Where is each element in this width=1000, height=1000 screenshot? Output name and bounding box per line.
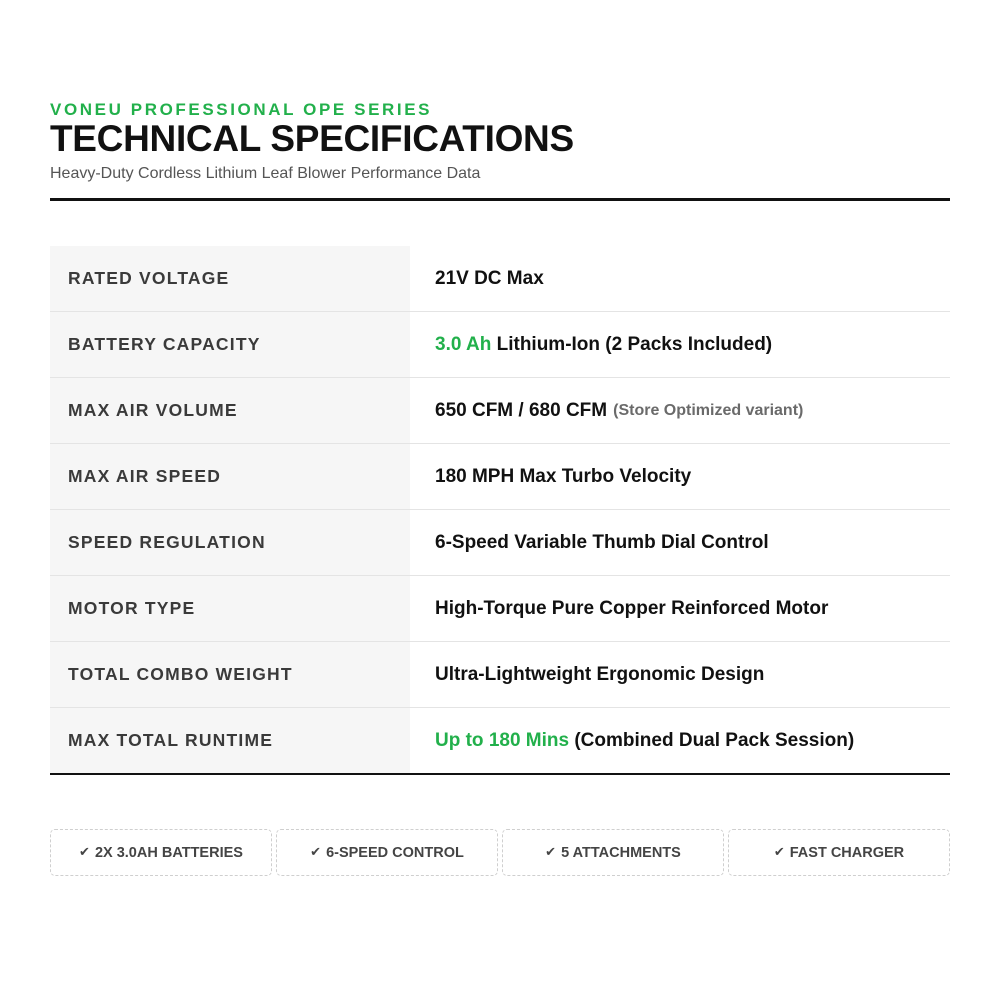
badge-attachments <box>502 829 724 876</box>
spec-value <box>410 576 950 641</box>
spec-label: RATED VOLTAGE <box>50 246 410 311</box>
spec-value-text: 6-Speed Variable Thumb Dial Control <box>435 531 769 553</box>
spec-value <box>410 378 950 443</box>
spec-value <box>410 708 950 773</box>
spec-value-text: 180 MPH Max Turbo Velocity <box>435 465 692 487</box>
checkmark-icon: ✔ <box>773 845 785 860</box>
spec-value-highlight: Up to 180 Mins <box>435 729 570 751</box>
page-title: TECHNICAL SPECIFICATIONS <box>50 118 574 159</box>
badge-label: 6-SPEED CONTROL <box>326 844 464 861</box>
spec-table <box>50 246 950 775</box>
spec-label: MAX TOTAL RUNTIME <box>50 708 410 773</box>
spec-value-text: (Combined Dual Pack Session) <box>574 729 855 751</box>
page-subtitle: Heavy-Duty Cordless Lithium Leaf Blower Performance Data <box>50 165 481 182</box>
spec-row-speed-regulation <box>50 510 950 576</box>
spec-row-motor-type <box>50 576 950 642</box>
spec-value-text: 21V DC Max <box>435 267 544 289</box>
header-divider <box>50 198 950 201</box>
spec-label: MAX AIR VOLUME <box>50 378 410 443</box>
spec-row-max-total-runtime <box>50 708 950 773</box>
spec-row-max-air-speed <box>50 444 950 510</box>
spec-label: BATTERY CAPACITY <box>50 312 410 377</box>
spec-label: MOTOR TYPE <box>50 576 410 641</box>
spec-row-rated-voltage <box>50 246 950 312</box>
spec-label: SPEED REGULATION <box>50 510 410 575</box>
badge-label: FAST CHARGER <box>789 844 905 861</box>
checkmark-icon: ✔ <box>79 845 90 860</box>
spec-value <box>410 642 950 707</box>
spec-value-text: Ultra-Lightweight Ergonomic Design <box>435 663 765 685</box>
spec-row-max-air-volume <box>50 378 950 444</box>
badge-label: 2X 3.0AH BATTERIES <box>94 844 243 861</box>
checkmark-icon: ✔ <box>545 845 557 860</box>
spec-row-total-combo-weight <box>50 642 950 708</box>
spec-label: MAX AIR SPEED <box>50 444 410 509</box>
spec-value-text: Lithium-Ion (2 Packs Included) <box>496 333 773 355</box>
badge-label: 5 ATTACHMENTS <box>561 844 681 861</box>
spec-label: TOTAL COMBO WEIGHT <box>50 642 410 707</box>
spec-value-text: 650 CFM / 680 CFM <box>435 399 608 421</box>
checkmark-icon: ✔ <box>310 845 322 860</box>
spec-value <box>410 444 950 509</box>
badge-fast-charger <box>728 829 950 876</box>
feature-badges <box>50 829 950 876</box>
spec-value-note: (Store Optimized variant) <box>613 401 804 419</box>
badge-speed-control <box>276 829 498 876</box>
spec-value <box>410 246 950 311</box>
spec-value <box>410 312 950 377</box>
badge-batteries <box>50 829 272 876</box>
spec-value-text: High-Torque Pure Copper Reinforced Motor <box>435 597 829 619</box>
spec-value <box>410 510 950 575</box>
brand-line: VONEU PROFESSIONAL OPE SERIES <box>50 100 433 119</box>
spec-row-battery-capacity <box>50 312 950 378</box>
spec-value-highlight: 3.0 Ah <box>435 333 492 355</box>
